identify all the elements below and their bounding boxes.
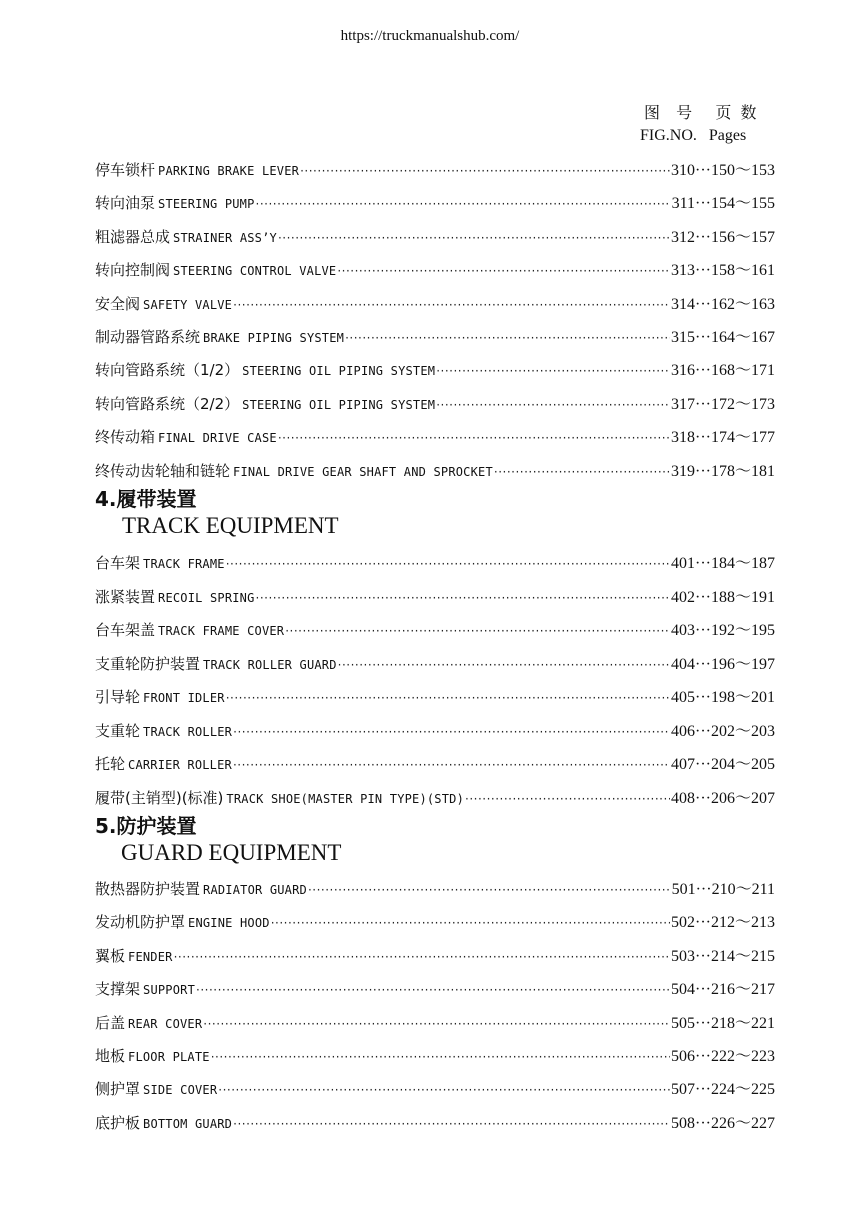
figure-page-ref: 404···196～197: [671, 655, 775, 673]
figure-page-ref: 315···164～167: [671, 329, 775, 346]
dot-leader: [174, 950, 670, 964]
dot-leader: [256, 591, 670, 605]
toc-entry: [95, 424, 775, 446]
toc-entry: [95, 458, 775, 480]
entry-title-zh: 涨紧装置: [95, 587, 156, 606]
figure-page-ref: 318···174～177: [671, 429, 775, 447]
entry-title-zh: 台车架盖: [95, 621, 156, 639]
dot-leader: [226, 557, 670, 571]
section-4-subtitle: TRACK EQUIPMENT: [122, 513, 339, 538]
entry-title-zh: 粗滤器总成: [95, 227, 171, 246]
entry-title-en: STEERING OIL PIPING SYSTEM: [242, 364, 436, 379]
dot-leader: [233, 1117, 670, 1131]
dot-leader: [271, 916, 670, 930]
toc-entry: [95, 357, 775, 379]
entry-title-zh: 台车架: [95, 554, 141, 572]
dot-leader: [308, 883, 671, 897]
dot-leader: [338, 658, 670, 672]
figure-page-ref: 506···222～223: [671, 1048, 775, 1065]
column-header-en: FIG.NO. Pages: [640, 127, 747, 144]
dot-leader: [278, 231, 670, 245]
entry-title-en: PARKING BRAKE LEVER: [158, 164, 300, 178]
toc-entry: [95, 718, 775, 740]
toc-entry: [95, 684, 775, 706]
entry-title-zh: 终传动齿轮轴和链轮: [95, 461, 231, 480]
entry-title-zh: 安全阀: [95, 294, 141, 313]
entry-title-en: FLOOR PLATE: [128, 1050, 210, 1064]
figure-page-ref: 401···184～187: [671, 555, 775, 572]
entry-title-zh: 支重轮防护装置: [95, 654, 201, 673]
dot-leader: [345, 331, 670, 345]
dot-leader: [196, 983, 670, 997]
dot-leader: [233, 758, 670, 772]
entry-title-en: CARRIER ROLLER: [128, 758, 232, 772]
toc-entry: [95, 976, 775, 998]
entry-title-zh: 制动器管路系统: [95, 328, 201, 346]
toc-entry: [95, 391, 775, 413]
entry-title-zh: 转向管路系统（2/2）: [95, 394, 240, 413]
entry-title-en: FENDER: [128, 949, 173, 964]
toc-entry: [95, 909, 775, 931]
entry-title-zh: 托轮: [95, 755, 126, 773]
entry-title-zh: 停车锁杆: [95, 161, 156, 179]
toc-entry: [95, 751, 775, 773]
figure-page-ref: 314···162～163: [671, 295, 775, 313]
entry-title-en: TRACK FRAME: [143, 557, 225, 571]
toc-entry: [95, 1043, 775, 1065]
entry-title-zh: 转向油泵: [95, 194, 156, 213]
figure-page-ref: 405···198～201: [671, 689, 775, 706]
figure-page-ref: 501···210～211: [671, 881, 775, 898]
dot-leader: [337, 264, 670, 278]
figure-page-ref: 504···216～217: [671, 981, 775, 999]
entry-title-en: SAFETY VALVE: [143, 297, 233, 312]
source-url[interactable]: https://truckmanualshub.com/: [340, 28, 520, 44]
entry-title-en: REAR COVER: [128, 1016, 203, 1031]
toc-entry: [95, 257, 775, 279]
figure-page-ref: 406···202～203: [671, 722, 775, 740]
entry-title-zh: 发动机防护罩: [95, 913, 186, 932]
figure-page-ref: 317···172～173: [671, 395, 775, 413]
entry-title-zh: 散热器防护装置: [95, 880, 201, 898]
entry-title-en: FINAL DRIVE CASE: [158, 431, 277, 446]
entry-title-en: BRAKE PIPING SYSTEM: [203, 331, 345, 345]
dot-leader: [436, 364, 670, 378]
figure-page-ref: 319···178～181: [671, 462, 775, 480]
dot-leader: [233, 298, 670, 312]
entry-title-en: BOTTOM GUARD: [143, 1116, 233, 1131]
figure-page-ref: 403···192～195: [671, 622, 775, 639]
figure-page-ref: 408···206～207: [671, 789, 775, 807]
figure-page-ref: 507···224～225: [671, 1081, 775, 1099]
dot-leader: [278, 431, 670, 445]
figure-page-ref: 402···188～191: [671, 588, 775, 606]
dot-leader: [203, 1017, 670, 1031]
toc-entry: [95, 1076, 775, 1098]
toc-entry: [95, 550, 775, 572]
toc-entry: [95, 876, 775, 898]
figure-page-ref: 313···158～161: [671, 262, 775, 280]
dot-leader: [218, 1083, 670, 1097]
dot-leader: [285, 624, 670, 638]
entry-title-zh: 支重轮: [95, 721, 141, 740]
dot-leader: [494, 465, 670, 479]
dot-leader: [436, 398, 670, 412]
figure-page-ref: 407···204～205: [671, 756, 775, 773]
toc-entry: [95, 291, 775, 313]
figure-page-ref: 505···218～221: [671, 1014, 775, 1032]
section-5-subtitle: GUARD EQUIPMENT: [121, 840, 342, 865]
toc-entry: [95, 943, 775, 965]
entry-title-en: STRAINER ASS’Y: [173, 230, 277, 245]
toc-entry: [95, 324, 775, 346]
entry-title-en: RADIATOR GUARD: [203, 883, 307, 897]
figure-page-ref: 311···154～155: [671, 195, 775, 213]
toc-entry: [95, 190, 775, 212]
entry-title-en: SIDE COVER: [143, 1083, 218, 1098]
dot-leader: [300, 164, 670, 178]
entry-title-zh: 履带(主销型)(标准): [95, 788, 224, 807]
entry-title-en: TRACK ROLLER: [143, 724, 233, 739]
entry-title-zh: 支撑架: [95, 980, 141, 999]
toc-entry: [95, 1010, 775, 1032]
toc-entry: [95, 651, 775, 673]
entry-title-en: FRONT IDLER: [143, 691, 225, 705]
toc-entry: [95, 584, 775, 606]
toc-entry: [95, 785, 775, 807]
toc-entry: [95, 617, 775, 639]
entry-title-en: SUPPORT: [143, 983, 195, 998]
entry-title-zh: 转向管路系统（1/2）: [95, 361, 240, 380]
toc-entry: [95, 157, 775, 179]
section-4-title: 4.履带装置: [95, 487, 197, 511]
entry-title-en: STEERING CONTROL VALVE: [173, 264, 337, 279]
toc-entry: [95, 224, 775, 246]
column-header-zh: 图 号 页 数: [644, 103, 759, 122]
entry-title-zh: 终传动箱: [95, 428, 156, 447]
dot-leader: [226, 691, 670, 705]
figure-page-ref: 508···226～227: [671, 1114, 775, 1132]
dot-leader: [233, 725, 670, 739]
entry-title-zh: 引导轮: [95, 688, 141, 706]
entry-title-en: TRACK SHOE(MASTER PIN TYPE)(STD): [226, 791, 465, 806]
dot-leader: [256, 197, 671, 211]
entry-title-zh: 地板: [95, 1047, 126, 1065]
figure-page-ref: 312···156～157: [671, 228, 775, 246]
dot-leader: [465, 792, 670, 806]
entry-title-en: TRACK FRAME COVER: [158, 624, 285, 638]
entry-title-en: TRACK ROLLER GUARD: [203, 657, 337, 672]
section-5-title: 5.防护装置: [95, 814, 197, 838]
entry-title-en: FINAL DRIVE GEAR SHAFT AND SPROCKET: [233, 464, 493, 479]
entry-title-en: STEERING PUMP: [158, 197, 255, 212]
figure-page-ref: 503···214～215: [671, 947, 775, 965]
figure-page-ref: 502···212～213: [671, 914, 775, 932]
dot-leader: [211, 1050, 670, 1064]
entry-title-zh: 转向控制阀: [95, 261, 171, 280]
entry-title-zh: 侧护罩: [95, 1080, 141, 1099]
entry-title-zh: 后盖: [95, 1013, 126, 1032]
toc-entry: [95, 1110, 775, 1132]
entry-title-zh: 翼板: [95, 946, 126, 965]
entry-title-zh: 底护板: [95, 1113, 141, 1132]
entry-title-en: RECOIL SPRING: [158, 590, 255, 605]
figure-page-ref: 316···168～171: [671, 362, 775, 380]
entry-title-en: STEERING OIL PIPING SYSTEM: [242, 397, 436, 412]
figure-page-ref: 310···150～153: [671, 162, 775, 179]
entry-title-en: ENGINE HOOD: [188, 916, 270, 931]
